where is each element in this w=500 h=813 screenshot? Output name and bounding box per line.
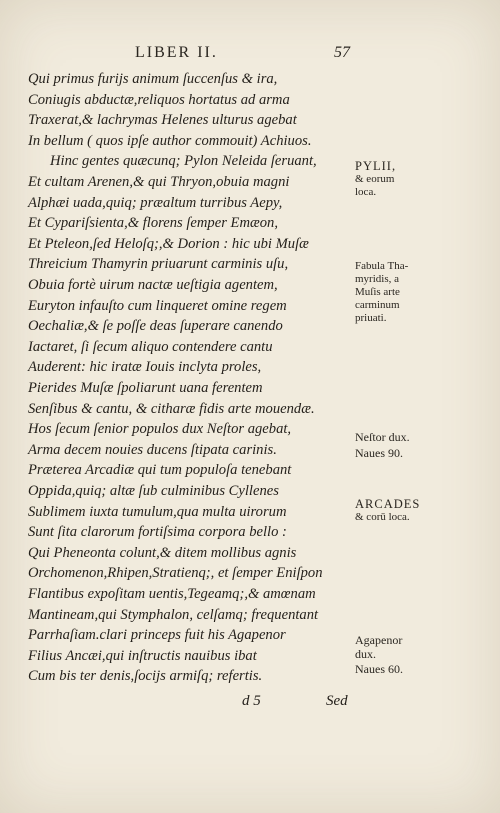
verse-line: Obuia fortè uirum nactæ ueſtigia agentem,: [28, 277, 278, 293]
marginal-note-line: & eorum: [355, 173, 395, 185]
marginal-note-line: Muſis arte: [355, 286, 400, 298]
verse-line: Qui primus furijs animum ſuccenſus & ira,: [28, 71, 278, 87]
verse-line: Sunt ſita clarorum fortiſsima corpora bello :: [28, 524, 287, 541]
marginal-note-nestor: [355, 429, 495, 461]
verse-line: Hinc gentes quæcunq; Pylon Neleida ſeruant,: [50, 153, 317, 170]
verse-line: Filius Ancæi,qui inſtructis nauibus ibat: [28, 647, 257, 664]
verse-line: Threicium Thamyrin priuarunt carminis uſu,: [28, 256, 289, 273]
signature-mark: d 5: [242, 693, 261, 709]
marginal-note-thamyris: [355, 260, 495, 325]
marginal-note-line: Neſtor dux.: [355, 430, 410, 444]
marginal-note-line: Fabula Tha-: [355, 260, 409, 272]
verse-line: Cum bis ter denis,ſocijs armiſq; refertis.: [28, 668, 263, 685]
running-title: LIBER II.: [135, 44, 218, 61]
verse-line: Euryton infauſto cum linqueret omine regem: [28, 297, 287, 314]
verse-line: Hos ſecum ſenior populos dux Neſtor agebat,: [28, 421, 292, 438]
marginal-note-line: myridis, a: [355, 273, 399, 285]
verse-line: Flantibus expoſitam uentis,Tegeamq;,& amœnam: [28, 586, 316, 602]
verse-line: Coniugis abductæ,reliquos hortatus ad arma: [28, 91, 290, 108]
verse-line: In bellum ( quos ipſe author commouit) Achiuos.: [28, 132, 312, 149]
verse-line: Qui Pheneonta colunt,& ditem mollibus agnis: [28, 544, 297, 561]
verse-line: Pierides Muſæ ſpoliarunt uana ferentem: [28, 380, 263, 396]
verse-line: Et cultam Arenen,& qui Thryon,obuia magni: [28, 174, 290, 190]
verse-line: Orchomenon,Rhipen,Stratienq;, et ſemper Eniſpon: [28, 565, 323, 582]
marginal-note-line: carminum: [355, 299, 400, 311]
verse-line: Sublimem iuxta tumulum,qua multa uirorum: [28, 503, 287, 520]
verse-line: Et Pteleon,ſed Heloſq;,& Dorion : hic ubi Muſæ: [28, 235, 309, 252]
verse-line: Arma decem nouies ducens ſtipata carinis.: [28, 441, 277, 458]
verse-line: Senſibus & cantu, & citharæ fidis arte mouendæ.: [28, 400, 315, 417]
marginal-note-line: Naues 90.: [355, 446, 403, 460]
marginal-note-line: PYLII,: [355, 159, 397, 173]
catchword: Sed: [326, 693, 348, 709]
marginal-note-pylii: [355, 160, 495, 199]
running-head: [135, 44, 350, 66]
marginal-note-line: dux.: [355, 647, 376, 661]
verse-line: Præterea Arcadiæ qui tum populoſa tenebant: [28, 462, 292, 479]
marginal-note-line: priuati.: [355, 312, 387, 324]
verse-line: Alphæi uada,quiq; præaltum turribus Aepy,: [28, 194, 283, 211]
verse-line: Oechaliæ,& ſe poſſe deas ſuperare canendo: [28, 318, 283, 335]
marginal-note-arcades: [355, 498, 495, 524]
verse-line: Oppida,quiq; altæ ſub culminibus Cyllenes: [28, 483, 279, 499]
verse-line: Iactaret, ſi ſecum aliquo contendere cantu: [28, 338, 273, 355]
marginal-note-agapenor: [355, 633, 495, 677]
marginal-note-line: Agapenor: [355, 633, 403, 647]
verse-line: Mantineam,qui Stymphalon, celſamq; frequentant: [28, 606, 319, 623]
verse-line: Et Cypariſsienta,& florens ſemper Emæon,: [28, 215, 278, 232]
marginal-note-line: Naues 60.: [355, 662, 403, 676]
verse-line: Parrhaſiam.clari princeps fuit his Agapenor: [28, 627, 286, 644]
page-number: 57: [334, 44, 350, 61]
marginal-note-line: ARCADES: [355, 497, 421, 511]
verse-line: Auderent: hic iratæ Iouis inclyta proles,: [28, 359, 262, 376]
page-footer: [0, 693, 500, 713]
marginal-note-line: loca.: [355, 186, 377, 198]
verse-line: Traxerat,& lachrymas Helenes ulturus agebat: [28, 112, 297, 129]
marginal-note-line: & corū loca.: [355, 511, 410, 523]
